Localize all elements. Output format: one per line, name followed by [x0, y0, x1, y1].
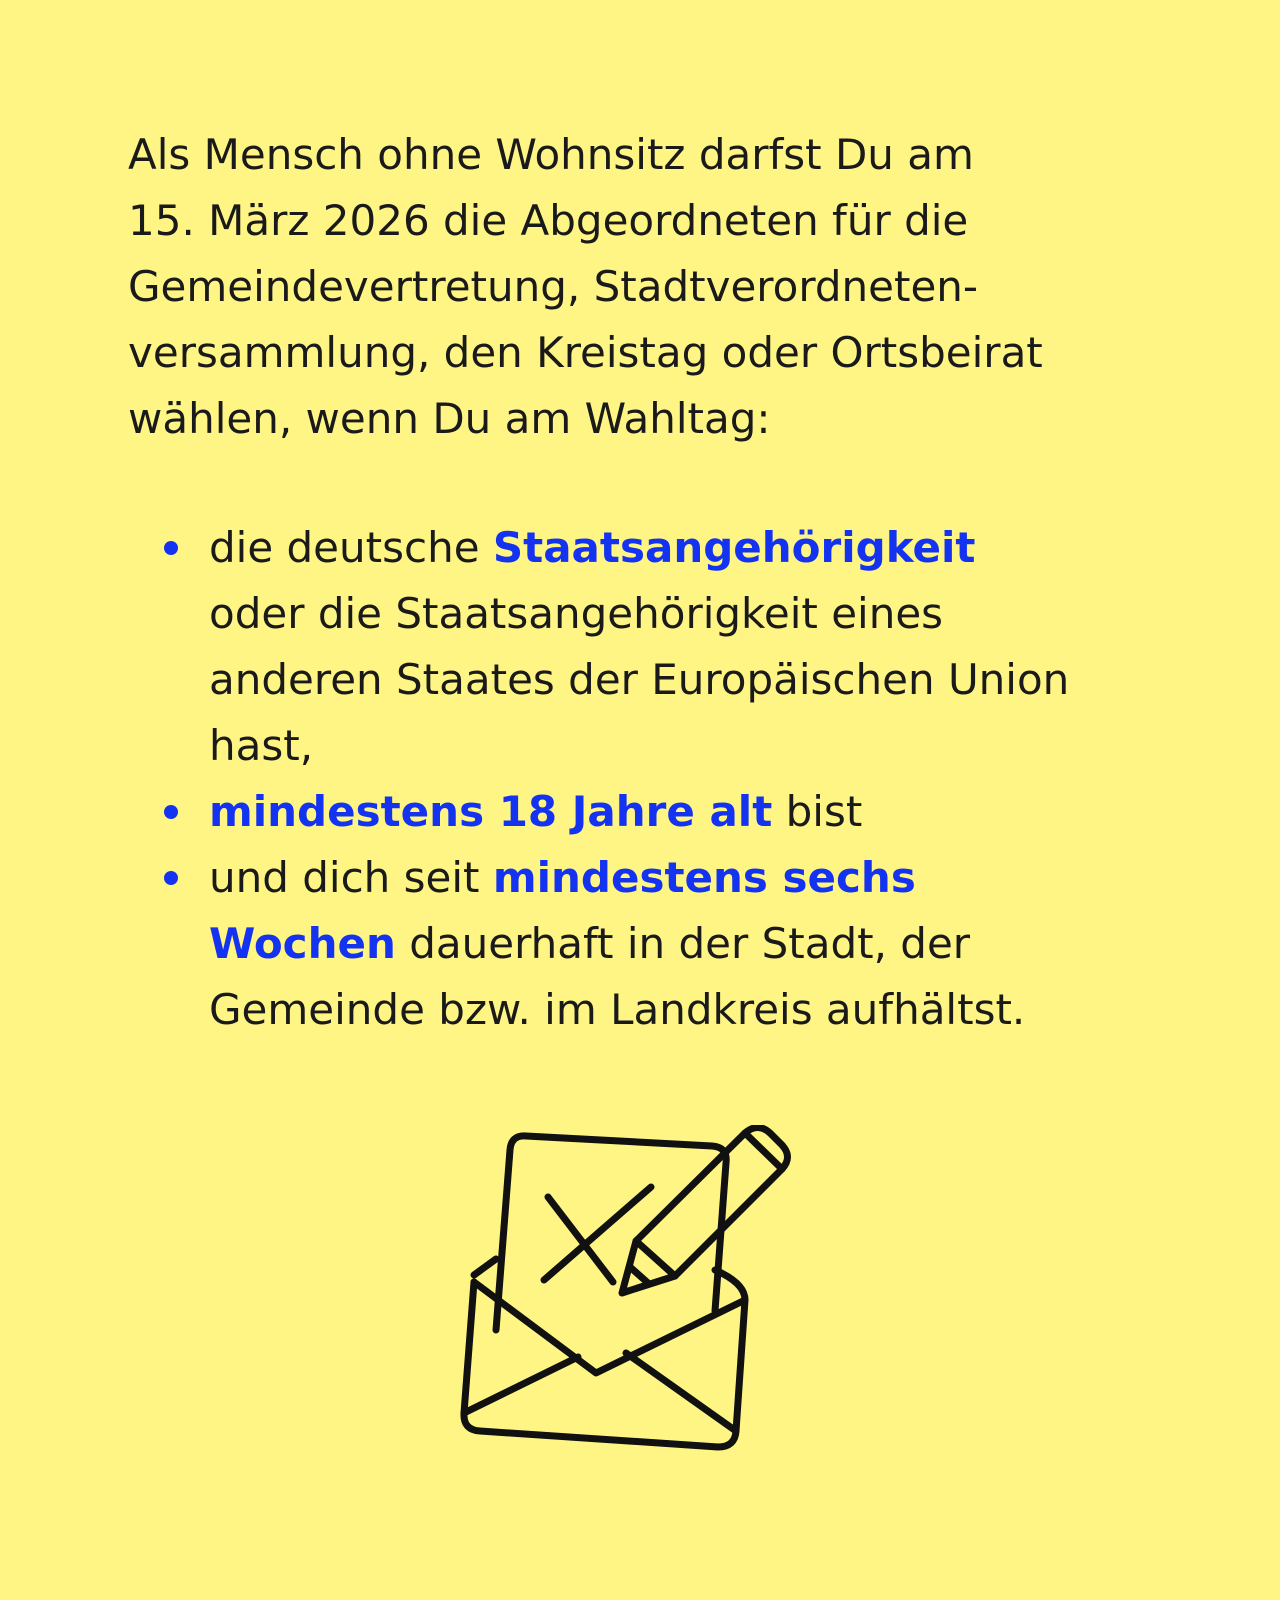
highlight-text: Wochen — [209, 919, 396, 968]
list-item-line — [209, 845, 1168, 911]
bullet-dot — [164, 541, 178, 555]
envelope-flap — [474, 1282, 745, 1373]
plain-text: und dich seit — [209, 853, 493, 902]
plain-text: bist — [772, 787, 863, 836]
plain-text: dauerhaft in der Stadt, der — [395, 919, 971, 968]
list-item-age — [128, 779, 1168, 845]
bullet-dot — [164, 805, 178, 819]
list-item-line — [209, 779, 1168, 845]
intro-line: versammlung, den Kreistag oder Ortsbeirat — [128, 328, 1043, 377]
highlight-text: mindestens sechs — [492, 853, 916, 902]
ballot-paper — [496, 1136, 726, 1330]
envelope-back — [464, 1259, 745, 1447]
highlight-text: mindestens 18 Jahre alt — [209, 787, 773, 836]
list-item-line: anderen Staates der Europäischen Union — [209, 655, 1070, 704]
intro-line: 15. März 2026 die Abgeordneten für die — [128, 196, 969, 245]
ballot-envelope-pencil-icon — [460, 1125, 820, 1475]
requirements-list — [128, 515, 1168, 1043]
list-item-residence — [128, 845, 1168, 1043]
bullet-dot — [164, 871, 178, 885]
intro-text — [128, 122, 1168, 452]
envelope-fold — [464, 1357, 578, 1413]
list-item-line — [209, 515, 1168, 581]
intro-line: wählen, wenn Du am Wahltag: — [128, 394, 771, 443]
list-item-citizenship — [128, 515, 1168, 779]
plain-text: die deutsche — [209, 523, 493, 572]
list-item-line: Gemeinde bzw. im Landkreis aufhältst. — [209, 985, 1026, 1034]
list-item-line: oder die Staatsangehörigkeit eines — [209, 589, 944, 638]
intro-line: Als Mensch ohne Wohnsitz darfst Du am — [128, 130, 974, 179]
envelope-fold — [626, 1353, 736, 1431]
list-item-line: hast, — [209, 721, 314, 770]
intro-line: Gemeindevertretung, Stadtverordneten- — [128, 262, 979, 311]
highlight-text: Staatsangehörigkeit — [492, 523, 976, 572]
ballot-envelope-pencil-svg — [460, 1125, 820, 1475]
list-item-line — [209, 911, 1168, 977]
